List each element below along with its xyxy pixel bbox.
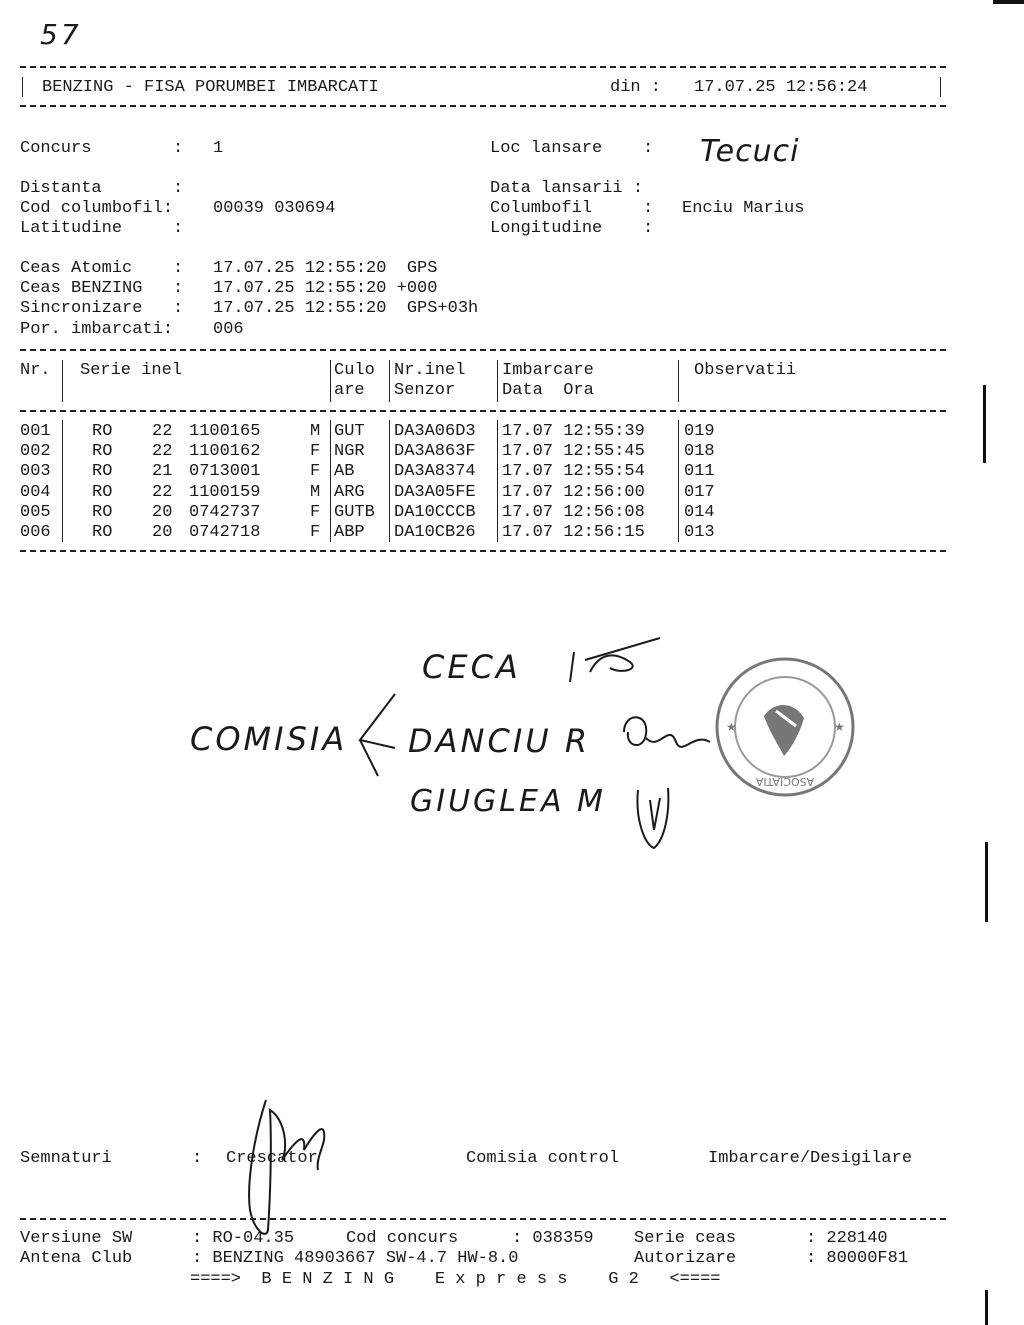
cod-concurs-label: Cod concurs bbox=[346, 1229, 459, 1248]
row-sex: F bbox=[310, 502, 321, 522]
versiune-sw-value: : RO-04.35 bbox=[192, 1229, 295, 1248]
col-culoare-header-1: Culo bbox=[334, 361, 375, 380]
stamp-star-right: ★ bbox=[834, 720, 845, 734]
row-nr: 006 bbox=[20, 523, 51, 542]
row-year: 22 bbox=[152, 482, 173, 502]
row-year: 20 bbox=[152, 523, 173, 542]
loc-lansare-handwritten: Tecuci bbox=[700, 134, 800, 169]
handwriting-ceca: CECA bbox=[422, 648, 521, 686]
col-serie-header: Serie inel bbox=[80, 361, 183, 380]
col-nrinel-header-1: Nr.inel bbox=[394, 361, 466, 380]
semnaturi-label: Semnaturi bbox=[20, 1149, 112, 1168]
body-vbar-culoare bbox=[389, 420, 390, 542]
cod-columbofil-label: Cod columbofil: bbox=[20, 199, 174, 218]
ceas-benzing-value: 17.07.25 12:55:20 +000 bbox=[213, 279, 438, 298]
row-country: RO bbox=[92, 523, 113, 542]
cod-concurs-value: : 038359 bbox=[512, 1229, 594, 1248]
row-color: NGR bbox=[334, 442, 365, 462]
versiune-sw-label: Versiune SW bbox=[20, 1229, 133, 1248]
distanta-label: Distanta : bbox=[20, 179, 184, 198]
row-nr: 002 bbox=[20, 442, 51, 462]
body-vbar-nr bbox=[62, 420, 63, 542]
row-observatii: 014 bbox=[684, 502, 715, 522]
header-vbar-nr bbox=[62, 360, 63, 402]
row-year: 20 bbox=[152, 502, 173, 522]
row-country: RO bbox=[92, 462, 113, 482]
footer-rule bbox=[20, 1218, 946, 1220]
handwriting-signature-giuglea-icon bbox=[630, 780, 680, 855]
row-sensor: DA3A863F bbox=[394, 442, 476, 462]
scan-artifact-1 bbox=[983, 385, 986, 463]
row-year: 22 bbox=[152, 442, 173, 462]
row-sensor: DA3A06D3 bbox=[394, 422, 476, 441]
row-country: RO bbox=[92, 482, 113, 502]
autorizare-value: : 80000F81 bbox=[806, 1249, 909, 1268]
row-sensor: DA3A8374 bbox=[394, 462, 476, 482]
row-sex: M bbox=[310, 422, 321, 441]
imbarcare-desigilare-label: Imbarcare/Desigilare bbox=[708, 1149, 913, 1168]
row-nr: 001 bbox=[20, 422, 51, 441]
porumbei-imbarcati-label: Por. imbarcati: bbox=[20, 320, 174, 339]
col-observatii-header: Observatii bbox=[694, 361, 797, 380]
data-lansarii-label: Data lansarii : bbox=[490, 179, 644, 198]
row-country: RO bbox=[92, 502, 113, 522]
stamp-text: ASOCIATIA bbox=[755, 775, 815, 788]
row-ring-number: 1100162 bbox=[189, 442, 261, 462]
col-nrinel-header-2: Senzor bbox=[394, 381, 456, 400]
row-ring-number: 1100159 bbox=[189, 482, 261, 502]
serie-ceas-value: : 228140 bbox=[806, 1229, 888, 1248]
body-vbar-imbarcare bbox=[678, 420, 679, 542]
row-sensor: DA10CB26 bbox=[394, 523, 476, 542]
header-vbar-imbarcare bbox=[678, 360, 679, 402]
row-observatii: 018 bbox=[684, 442, 715, 462]
row-sex: F bbox=[310, 523, 321, 542]
header-vbar-nrinel bbox=[497, 360, 498, 402]
crescator-signature-icon bbox=[226, 1090, 346, 1250]
row-color: ABP bbox=[334, 523, 365, 542]
col-imbarcare-header-1: Imbarcare bbox=[502, 361, 594, 380]
row-datetime: 17.07 12:56:15 bbox=[502, 523, 645, 542]
scan-artifact-top bbox=[993, 0, 1024, 4]
autorizare-label: Autorizare bbox=[634, 1249, 737, 1268]
row-country: RO bbox=[92, 422, 113, 441]
stamp-star-left: ★ bbox=[726, 720, 737, 734]
col-culoare-header-2: are bbox=[334, 381, 365, 400]
handwriting-giuglea: GIUGLEA M bbox=[410, 784, 606, 819]
row-color: GUTB bbox=[334, 502, 375, 522]
handwriting-comisia: COMISIA bbox=[190, 720, 348, 758]
sincronizare-label: Sincronizare : bbox=[20, 299, 184, 318]
document-title: BENZING - FISA PORUMBEI IMBARCATI bbox=[42, 78, 379, 97]
page-number-handwritten: 57 bbox=[40, 18, 82, 51]
row-observatii: 011 bbox=[684, 462, 715, 482]
concurs-label: Concurs : bbox=[20, 139, 184, 158]
table-bottom-rule bbox=[20, 550, 946, 552]
semnaturi-colon: : bbox=[192, 1149, 203, 1168]
row-sex: F bbox=[310, 462, 321, 482]
ceas-atomic-value: 17.07.25 12:55:20 GPS bbox=[213, 259, 438, 278]
row-observatii: 013 bbox=[684, 523, 715, 542]
row-ring-number: 0713001 bbox=[189, 462, 261, 482]
row-observatii: 017 bbox=[684, 482, 715, 502]
scan-artifact-3 bbox=[985, 1290, 988, 1325]
row-sensor: DA10CCCB bbox=[394, 502, 476, 522]
row-year: 21 bbox=[152, 462, 173, 482]
handwriting-signature-danciu-icon bbox=[614, 702, 714, 762]
col-imbarcare-header-2: Data Ora bbox=[502, 381, 594, 400]
longitudine-label: Longitudine : bbox=[490, 219, 654, 238]
row-sex: F bbox=[310, 442, 321, 462]
crescator-label: Crescator bbox=[226, 1149, 318, 1168]
antena-club-value: : BENZING 48903667 SW-4.7 HW-8.0 bbox=[192, 1249, 519, 1268]
row-datetime: 17.07 12:55:54 bbox=[502, 462, 645, 482]
table-top-rule bbox=[20, 349, 946, 351]
header-vbar-culoare bbox=[389, 360, 390, 402]
row-year: 22 bbox=[152, 422, 173, 441]
header-top-rule bbox=[20, 66, 946, 68]
header-left-bar bbox=[22, 77, 23, 97]
body-vbar-serie bbox=[330, 420, 331, 542]
sincronizare-value: 17.07.25 12:55:20 GPS+03h bbox=[213, 299, 479, 318]
table-header-rule bbox=[20, 410, 946, 412]
handwriting-brace-icon bbox=[350, 690, 410, 780]
porumbei-imbarcati-value: 006 bbox=[213, 320, 244, 339]
header-right-bar bbox=[940, 77, 941, 97]
row-ring-number: 0742718 bbox=[189, 523, 261, 542]
row-nr: 003 bbox=[20, 462, 51, 482]
row-nr: 004 bbox=[20, 482, 51, 502]
ceas-benzing-label: Ceas BENZING : bbox=[20, 279, 184, 298]
scan-artifact-2 bbox=[985, 842, 988, 922]
row-datetime: 17.07 12:55:45 bbox=[502, 442, 645, 462]
comisia-control-label: Comisia control bbox=[466, 1149, 620, 1168]
handwriting-ceca-mark bbox=[560, 632, 670, 692]
ceas-atomic-label: Ceas Atomic : bbox=[20, 259, 184, 278]
row-datetime: 17.07 12:56:00 bbox=[502, 482, 645, 502]
row-ring-number: 0742737 bbox=[189, 502, 261, 522]
row-country: RO bbox=[92, 442, 113, 462]
row-observatii: 019 bbox=[684, 422, 715, 441]
row-sex: M bbox=[310, 482, 321, 502]
columbofil-value: Enciu Marius bbox=[682, 199, 805, 218]
association-stamp-icon bbox=[714, 656, 856, 798]
body-vbar-nrinel bbox=[497, 420, 498, 542]
latitudine-label: Latitudine : bbox=[20, 219, 184, 238]
concurs-value: 1 bbox=[213, 139, 224, 158]
row-color: AB bbox=[334, 462, 355, 482]
row-color: GUT bbox=[334, 422, 365, 441]
row-datetime: 17.07 12:56:08 bbox=[502, 502, 645, 522]
antena-club-label: Antena Club bbox=[20, 1249, 133, 1268]
benzing-banner: ====> B E N Z I N G E x p r e s s G 2 <==== bbox=[190, 1270, 721, 1289]
row-color: ARG bbox=[334, 482, 365, 502]
din-label: din : bbox=[610, 78, 662, 97]
columbofil-label: Columbofil : bbox=[490, 199, 654, 218]
handwriting-danciu: DANCIU R bbox=[408, 722, 591, 760]
row-sensor: DA3A05FE bbox=[394, 482, 476, 502]
header-bottom-rule bbox=[20, 105, 946, 107]
row-nr: 005 bbox=[20, 502, 51, 522]
serie-ceas-label: Serie ceas bbox=[634, 1229, 737, 1248]
din-value: 17.07.25 12:56:24 bbox=[694, 78, 868, 97]
cod-columbofil-value: 00039 030694 bbox=[213, 199, 336, 218]
header-vbar-serie bbox=[330, 360, 331, 402]
row-ring-number: 1100165 bbox=[189, 422, 261, 441]
loc-lansare-label: Loc lansare : bbox=[490, 139, 654, 158]
col-nr-header: Nr. bbox=[20, 361, 51, 380]
row-datetime: 17.07 12:55:39 bbox=[502, 422, 645, 441]
